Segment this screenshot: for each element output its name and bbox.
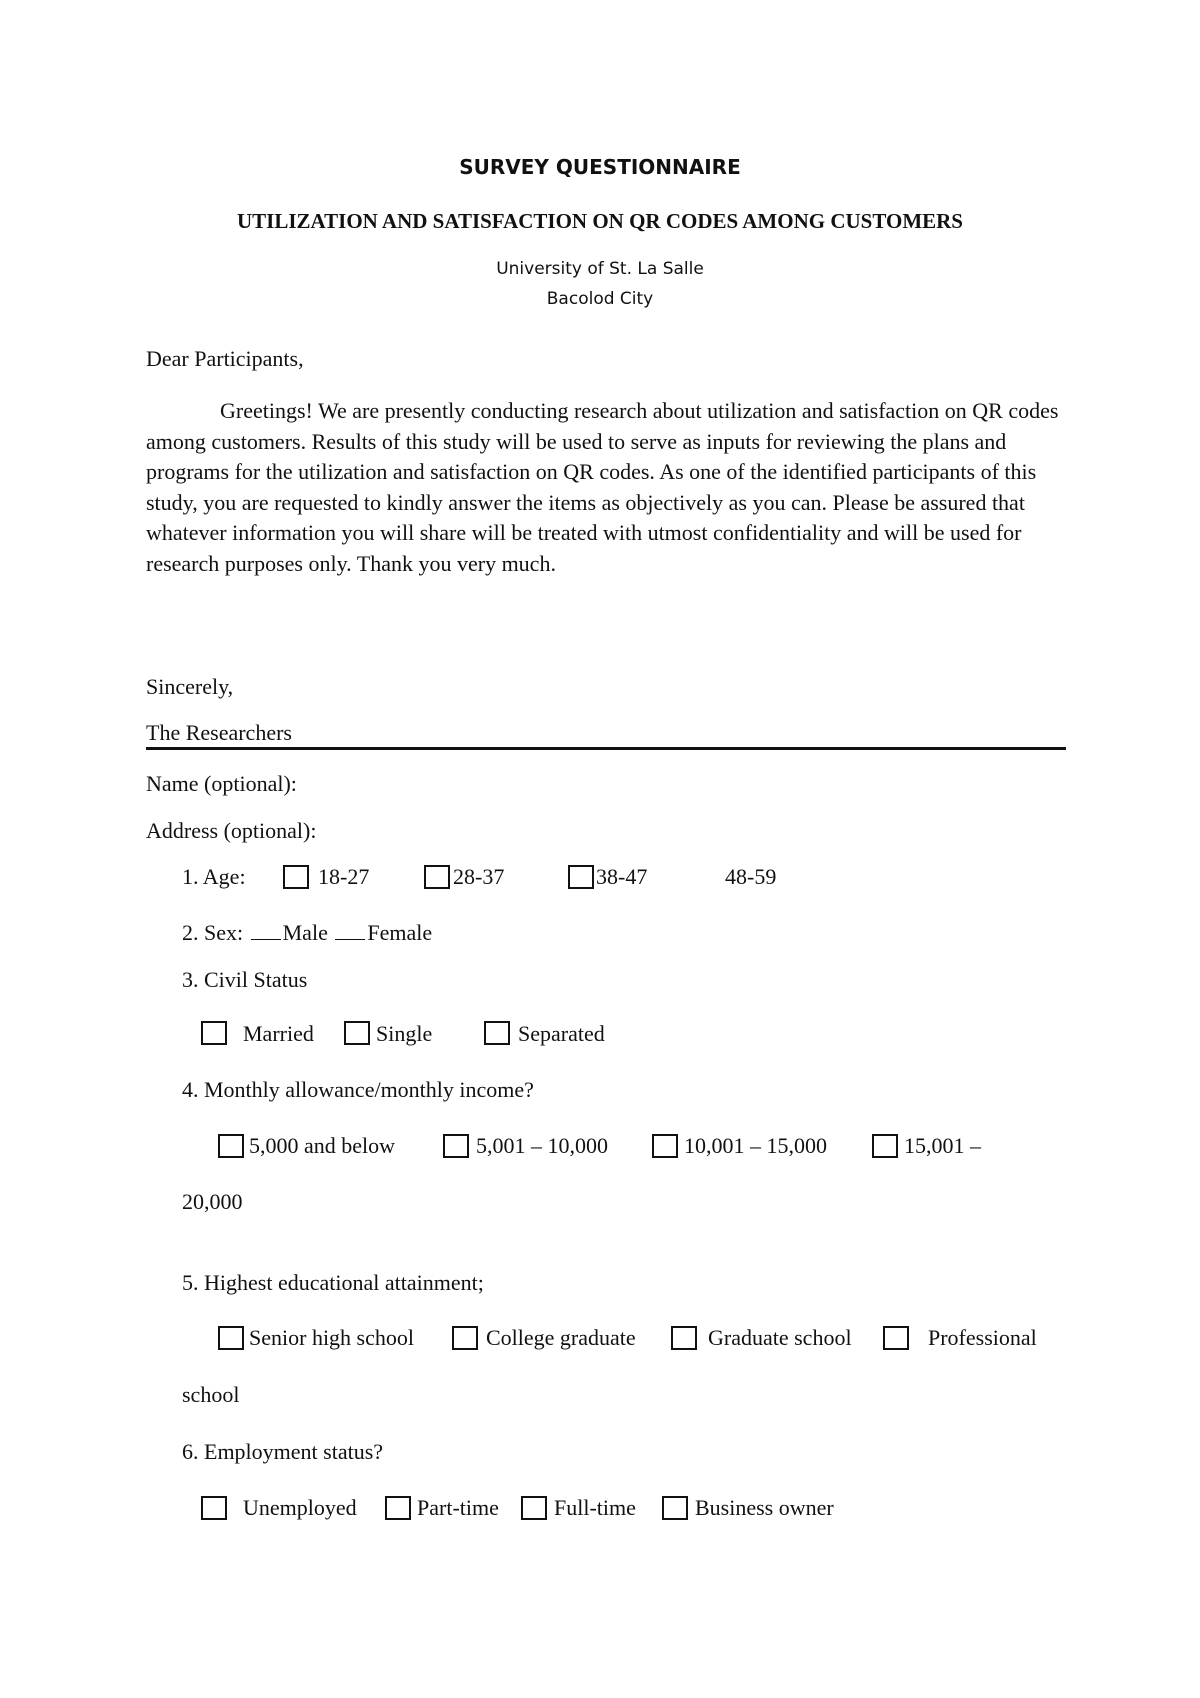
name-field-label[interactable]: Name (optional): bbox=[146, 771, 297, 796]
institution-city: Bacolod City bbox=[546, 289, 654, 309]
checkbox-education-4[interactable] bbox=[883, 1326, 909, 1350]
checkbox-income-2[interactable] bbox=[443, 1134, 469, 1158]
checkbox-employment-4[interactable] bbox=[662, 1496, 688, 1520]
option-education-4-wrap: school bbox=[182, 1382, 240, 1407]
letter-salutation: Dear Participants, bbox=[146, 346, 304, 371]
checkbox-civil-separated[interactable] bbox=[484, 1021, 510, 1045]
blank-female[interactable] bbox=[335, 921, 365, 940]
option-sex-male: Male bbox=[282, 920, 328, 945]
question-sex bbox=[182, 920, 432, 946]
option-employment-3: Full-time bbox=[554, 1495, 636, 1520]
option-age-38-47: 38-47 bbox=[596, 864, 648, 889]
checkbox-age-38-47[interactable] bbox=[568, 865, 594, 889]
checkbox-employment-2[interactable] bbox=[385, 1496, 411, 1520]
letter-closing: Sincerely, bbox=[146, 674, 234, 699]
question-education-label: 5. Highest educational attainment; bbox=[182, 1270, 484, 1295]
blank-male[interactable] bbox=[251, 921, 281, 940]
question-employment-label: 6. Employment status? bbox=[182, 1439, 384, 1464]
question-age-label: 1. Age: bbox=[182, 864, 246, 889]
option-income-3: 10,001 – 15,000 bbox=[684, 1133, 827, 1158]
checkbox-age-28-37[interactable] bbox=[424, 865, 450, 889]
question-civil-label: 3. Civil Status bbox=[182, 967, 308, 992]
option-education-3: Graduate school bbox=[708, 1325, 852, 1350]
survey-title: SURVEY QUESTIONNAIRE bbox=[459, 155, 741, 179]
option-education-4: Professional bbox=[928, 1325, 1037, 1350]
address-field-label[interactable]: Address (optional): bbox=[146, 818, 317, 843]
checkbox-employment-3[interactable] bbox=[521, 1496, 547, 1520]
letter-signature: The Researchers bbox=[146, 720, 292, 745]
checkbox-education-2[interactable] bbox=[452, 1326, 478, 1350]
option-income-1: 5,000 and below bbox=[249, 1133, 396, 1158]
option-employment-1: Unemployed bbox=[243, 1495, 357, 1520]
option-income-2: 5,001 – 10,000 bbox=[476, 1133, 608, 1158]
option-civil-married: Married bbox=[243, 1021, 314, 1046]
checkbox-education-3[interactable] bbox=[671, 1326, 697, 1350]
option-education-2: College graduate bbox=[486, 1325, 636, 1350]
checkbox-income-1[interactable] bbox=[218, 1134, 244, 1158]
checkbox-income-4[interactable] bbox=[872, 1134, 898, 1158]
checkbox-employment-1[interactable] bbox=[201, 1496, 227, 1520]
letter-body-block bbox=[146, 396, 1066, 579]
section-divider bbox=[146, 747, 1066, 750]
checkbox-civil-single[interactable] bbox=[344, 1021, 370, 1045]
option-income-4-wrap: 20,000 bbox=[182, 1189, 243, 1214]
survey-subtitle: UTILIZATION AND SATISFACTION ON QR CODES AMONG CUSTOMERS bbox=[237, 209, 963, 233]
question-income-label: 4. Monthly allowance/monthly income? bbox=[182, 1077, 534, 1102]
option-age-28-37: 28-37 bbox=[453, 864, 505, 889]
institution-name: University of St. La Salle bbox=[496, 259, 704, 279]
checkbox-civil-married[interactable] bbox=[201, 1021, 227, 1045]
option-age-48-59: 48-59 bbox=[725, 864, 777, 889]
option-education-1: Senior high school bbox=[249, 1325, 414, 1350]
option-income-4: 15,001 – bbox=[904, 1133, 981, 1158]
letter-body: Greetings! We are presently conducting research about utilization and satisfaction on QR codes among customers. Results of this study will be used to serve as inputs for reviewing the plans and programs for the utilization and satisfaction on QR codes. As one of the identified participants of this study, you are requested to kindly answer the items as objectively as you can. Please be assured that whatever information you will share will be treated with utmost confidentiality and will be used for research purposes only. Thank you very much. bbox=[146, 398, 1059, 576]
checkbox-age-18-27[interactable] bbox=[283, 865, 309, 889]
option-civil-separated: Separated bbox=[518, 1021, 605, 1046]
checkbox-education-1[interactable] bbox=[218, 1326, 244, 1350]
option-age-18-27: 18-27 bbox=[318, 864, 370, 889]
option-employment-2: Part-time bbox=[417, 1495, 499, 1520]
question-sex-label: 2. Sex: bbox=[182, 920, 244, 945]
option-employment-4: Business owner bbox=[695, 1495, 834, 1520]
option-civil-single: Single bbox=[376, 1021, 433, 1046]
checkbox-income-3[interactable] bbox=[652, 1134, 678, 1158]
option-sex-female: Female bbox=[367, 920, 433, 945]
